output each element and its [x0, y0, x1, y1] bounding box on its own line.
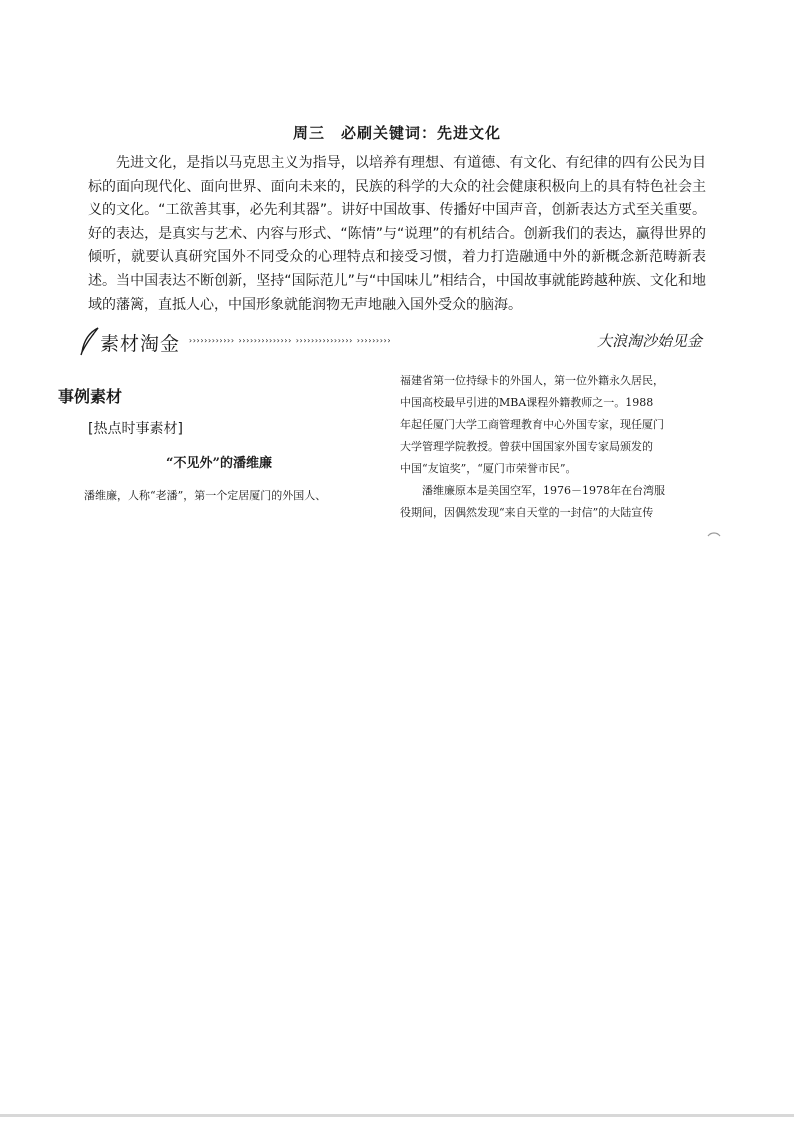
- banner-arrow-divider: ›››››››››››› ›››››››››››››› ››››››››››››››› ›››››››››: [188, 336, 391, 345]
- article-line: 大学管理学院教授。曾获中国国家外国专家局颁发的: [400, 440, 653, 453]
- page-title: 周三 必刷关键词：先进文化: [292, 124, 501, 142]
- section-heading: 事例素材: [58, 387, 123, 406]
- category-label: [热点时事素材]: [88, 421, 183, 437]
- article-line: 潘维廉原本是美国空军，1976－1978年在台湾服: [422, 484, 665, 497]
- article-right-column: [400, 370, 722, 524]
- article-title: “不见外”的潘维廉: [166, 456, 272, 471]
- intro-paragraph: 先进文化，是指以马克思主义为指导，以培养有理想、有道德、有文化、有纪律的四有公民为目标的面向现代化、面向世界、面向未来的，民族的科学的大众的社会健康积极向上的具有特色社会主义的文化。“工欲善其事，必先利其器”。讲好中国故事、传播好中国声音，创新表达方式至关重要。好的表达，是真实与艺术、内容与形式、“陈情”与“说理”的有机结合。创新我们的表达，赢得世界的倾听，就要认真研究国外不同受众的心理特点和接受习惯，着力打造融通中外的新概念新范畴新表述。当中国表达不断创新，坚持“国际范儿”与“中国味儿”相结合，中国故事就能跨越种族、文化和地域的藩篱，直抵人心，中国形象就能润物无声地融入国外受众的脑海。: [88, 155, 706, 313]
- article-left-column: 潘维廉，人称“老潘”，第一个定居厦门的外国人、: [84, 489, 327, 502]
- banner-label: 素材淘金: [100, 333, 181, 355]
- article-line: 中国“友谊奖”，“厦门市荣誉市民”。: [400, 462, 577, 475]
- article-line: 中国高校最早引进的MBA课程外籍教师之一。1988: [400, 396, 654, 409]
- page-corner-mark: [707, 531, 721, 537]
- section-banner: [78, 326, 702, 356]
- article-line: 役期间，因偶然发现“来自天堂的一封信”的大陆宣传: [400, 506, 654, 519]
- banner-slogan: 大浪淘沙始见金: [596, 332, 702, 350]
- bottom-divider: [0, 1114, 794, 1117]
- article-line: 年起任厦门大学工商管理教育中心外国专家，现任厦门: [400, 418, 664, 431]
- article-line: 福建省第一位持绿卡的外国人，第一位外籍永久居民，: [400, 374, 664, 387]
